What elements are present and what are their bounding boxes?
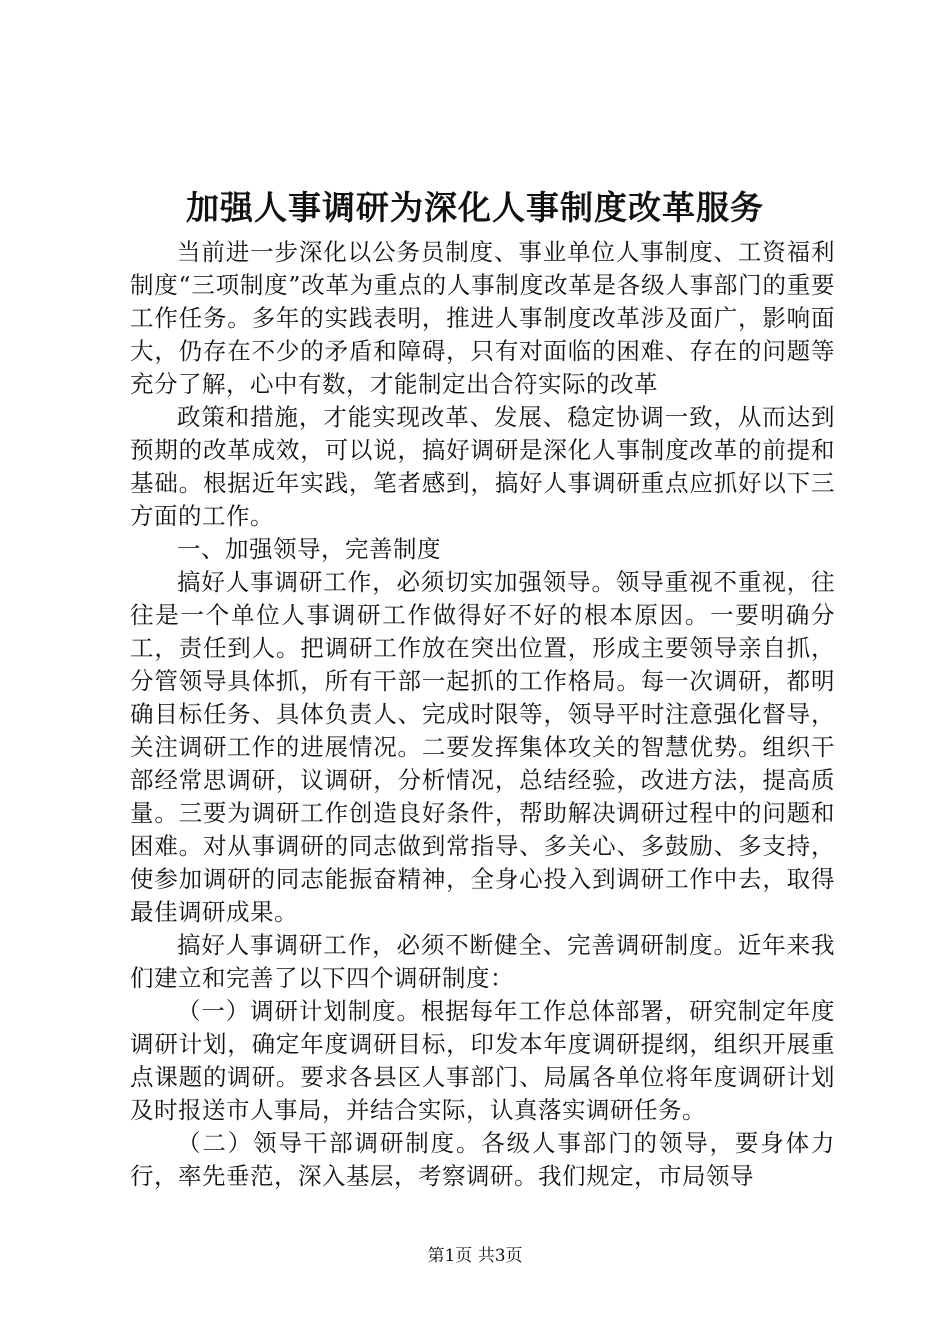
section-heading-1: 一、加强领导，完善制度 [177,535,441,563]
paragraph-item-2: （二）领导干部调研制度。各级人事部门的领导，要身体力行，率先垂范，深入基层，考察调研。我们规定，市局领导 [130,1129,835,1190]
paragraph-intro: 当前进一步深化以公务员制度、事业单位人事制度、工资福利制度“三项制度”改革为重点的人事制度改革是各级人事部门的重要工作任务。多年的实践表明，推进人事制度改革涉及面广，影响面大，仍存在不少的矛盾和障碍，只有对面临的困难、存在的问题等充分了解，心中有数，才能制定出合符实际的改革 [130,238,835,398]
page-number-footer: 第1页 共3页 [427,1246,523,1266]
paragraph-system: 搞好人事调研工作，必须不断健全、完善调研制度。近年来我们建立和完善了以下四个调研制度： [130,931,835,992]
paragraph-intro-continued: 政策和措施，才能实现改革、发展、稳定协调一致，从而达到预期的改革成效，可以说，搞好调研是深化人事制度改革的前提和基础。根据近年实践，笔者感到，搞好人事调研重点应抓好以下三方面的工作。 [130,403,835,530]
paragraph-leadership: 搞好人事调研工作，必须切实加强领导。领导重视不重视，往往是一个单位人事调研工作做得好不好的根本原因。一要明确分工，责任到人。把调研工作放在突出位置，形成主要领导亲自抓，分管领导具体抓，所有干部一起抓的工作格局。每一次调研，都明确目标任务、具体负责人、完成时限等，领导平时注意强化督导，关注调研工作的进展情况。二要发挥集体攻关的智慧优势。组织干部经常思调研，议调研，分析情况，总结经验，改进方法，提高质量。三要为调研工作创造良好条件，帮助解决调研过程中的问题和困难。对从事调研的同志做到常指导、多关心、多鼓励、多支持，使参加调研的同志能振奋精神，全身心投入到调研工作中去，取得最佳调研成果。 [130,568,835,926]
paragraph-item-1: （一）调研计划制度。根据每年工作总体部署，研究制定年度调研计划，确定年度调研目标，印发本年度调研提纲，组织开展重点课题的调研。要求各县区人事部门、局属各单位将年度调研计划及时报送市人事局，并结合实际，认真落实调研任务。 [130,997,835,1124]
document-title: 加强人事调研为深化人事制度改革服务 [186,188,764,227]
document-body [130,236,835,1193]
